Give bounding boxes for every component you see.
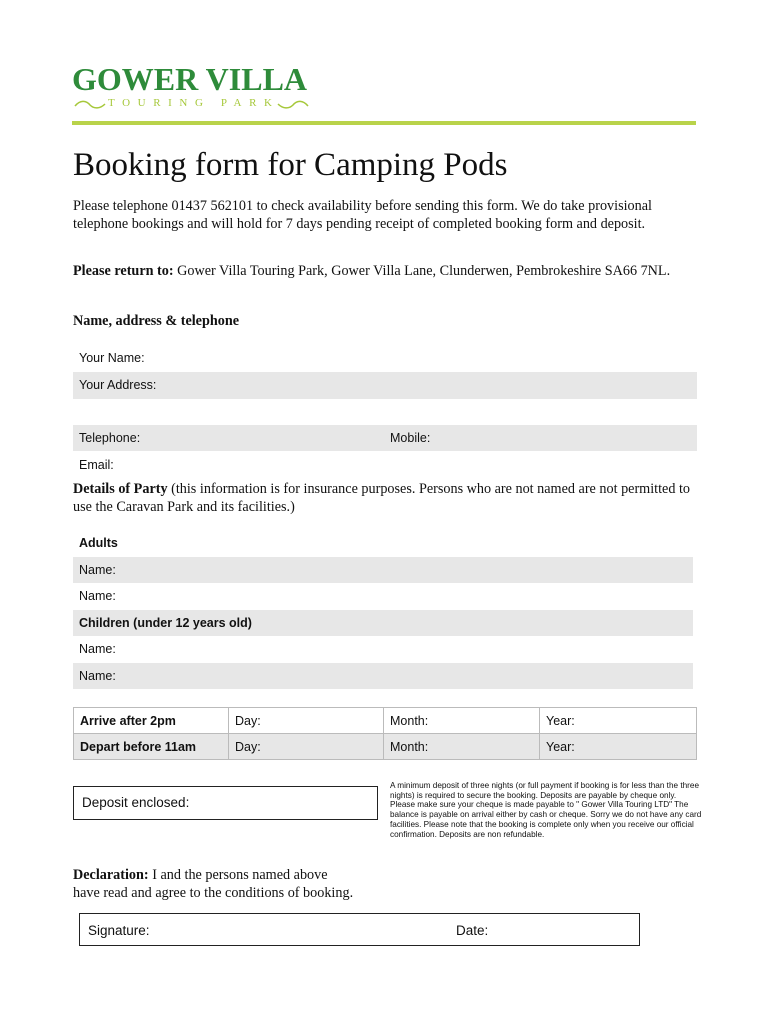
return-address bbox=[73, 263, 703, 281]
party-details bbox=[73, 481, 703, 516]
telephone-label: Telephone: bbox=[79, 431, 141, 445]
child-name-label-1: Name: bbox=[79, 642, 116, 656]
date-label: Date: bbox=[456, 923, 489, 938]
email-field[interactable] bbox=[73, 452, 697, 478]
return-label: Please return to: bbox=[73, 263, 174, 279]
left-swirl-icon bbox=[74, 100, 106, 110]
declaration bbox=[73, 866, 703, 902]
declaration-line-2: have read and agree to the conditions of booking. bbox=[73, 885, 354, 901]
adults-label: Adults bbox=[79, 536, 118, 550]
depart-day-field[interactable]: Day: bbox=[229, 734, 384, 760]
child-name-field-1[interactable] bbox=[73, 636, 693, 662]
intro-text: Please telephone 01437 562101 to check availability before sending this form. We do take provisional telephone bookings and will hold for 7 days pending receipt of completed booking form and deposit. bbox=[73, 198, 652, 232]
declaration-label: Declaration: bbox=[73, 867, 149, 883]
signature-label: Signature: bbox=[88, 923, 150, 938]
depart-year-field[interactable]: Year: bbox=[540, 734, 697, 760]
signature-field[interactable] bbox=[79, 913, 640, 946]
address-field[interactable] bbox=[73, 372, 697, 399]
arrive-year-field[interactable]: Year: bbox=[540, 708, 697, 734]
right-swirl-icon bbox=[277, 100, 309, 110]
children-label: Children (under 12 years old) bbox=[79, 616, 252, 630]
adult-name-field-2[interactable] bbox=[73, 583, 693, 609]
mobile-label: Mobile: bbox=[390, 431, 431, 445]
deposit-label: Deposit enclosed: bbox=[82, 795, 190, 810]
child-name-field-2[interactable] bbox=[73, 663, 693, 689]
party-heading: Details of Party bbox=[73, 481, 168, 497]
logo-subtitle-text: TOURING PARK bbox=[108, 97, 280, 109]
declaration-line-1: I and the persons named above bbox=[148, 867, 328, 883]
party-note: (this information is for insurance purposes. Persons who are not named are not permitted to use the Caravan Park and its facilities.) bbox=[73, 481, 691, 515]
adults-heading-row bbox=[73, 530, 693, 556]
deposit-field[interactable] bbox=[73, 786, 378, 820]
deposit-note: A minimum deposit of three nights (or full payment if booking is for less than the three nights) is required to secure the booking. Deposits are payable by cheque only. Please make sure your cheque is made payable to " Gower Villa Touring LTD" The balance is payable on arrival either by cash or cheque. Sorry we do not have any card facilities. Please note that the booking is complete only when you receive our official confirmation. Deposits are non refundable. bbox=[390, 781, 702, 839]
page-title: Booking form for Camping Pods bbox=[73, 147, 508, 183]
adult-name-label-1: Name: bbox=[79, 563, 116, 577]
arrive-row bbox=[74, 708, 697, 734]
telephone-field[interactable] bbox=[73, 425, 697, 451]
header-divider bbox=[72, 121, 696, 125]
name-label: Your Name: bbox=[79, 351, 145, 365]
arrival-departure-table bbox=[73, 707, 697, 760]
address-label: Your Address: bbox=[79, 378, 157, 392]
child-name-label-2: Name: bbox=[79, 669, 116, 683]
arrive-label: Arrive after 2pm bbox=[74, 708, 229, 734]
address-line-2[interactable] bbox=[73, 399, 697, 425]
logo-subtitle bbox=[72, 96, 310, 114]
logo-title: GOWER VILLA bbox=[72, 61, 308, 97]
depart-row bbox=[74, 734, 697, 760]
return-address-text: Gower Villa Touring Park, Gower Villa Lane, Clunderwen, Pembrokeshire SA66 7NL. bbox=[173, 263, 671, 279]
email-label: Email: bbox=[79, 458, 114, 472]
contact-heading: Name, address & telephone bbox=[73, 313, 240, 329]
arrive-day-field[interactable]: Day: bbox=[229, 708, 384, 734]
children-heading-row bbox=[73, 610, 693, 636]
adult-name-label-2: Name: bbox=[79, 589, 116, 603]
arrive-month-field[interactable]: Month: bbox=[384, 708, 540, 734]
adult-name-field-1[interactable] bbox=[73, 557, 693, 583]
depart-label: Depart before 11am bbox=[74, 734, 229, 760]
name-field[interactable] bbox=[73, 345, 697, 371]
depart-month-field[interactable]: Month: bbox=[384, 734, 540, 760]
